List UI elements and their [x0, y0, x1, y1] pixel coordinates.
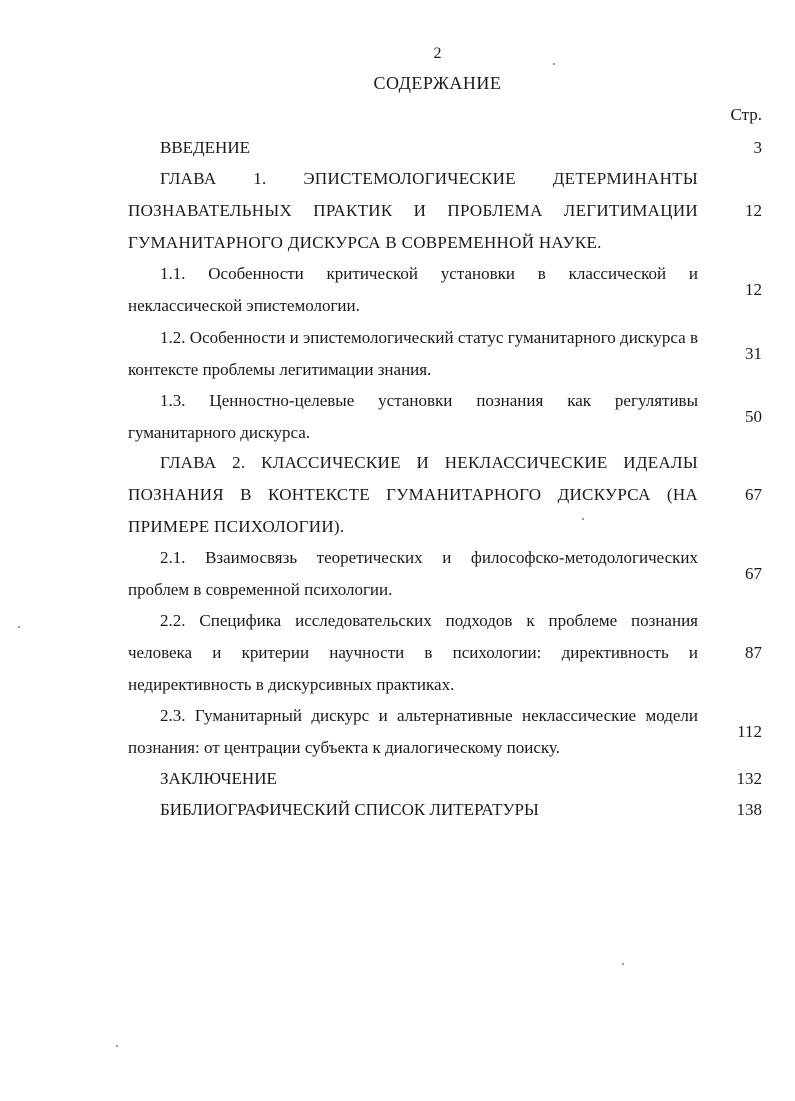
- toc-entry-section-1-3: [128, 385, 766, 449]
- toc-entry-page: 50: [745, 407, 762, 426]
- toc-entry-text: 1.2. Особенности и эпистемологический статус гуманитарного дискурса в контексте проблемы легитимации знания.: [128, 328, 698, 379]
- toc-entry-page: 67: [745, 564, 762, 583]
- toc-entry-page: 112: [737, 722, 762, 741]
- toc-entry-section-1-1: [128, 258, 766, 322]
- toc-entry-section-1-2: [128, 322, 766, 386]
- toc-entry-bibliography: [128, 794, 766, 826]
- toc-entry-page: 132: [736, 769, 762, 788]
- toc-entry-page: 67: [745, 485, 762, 504]
- toc-entry-page: 87: [745, 643, 762, 662]
- toc-entry-page: 12: [745, 201, 762, 220]
- toc-entry-page: 12: [745, 280, 762, 299]
- toc-entry-text: ЗАКЛЮЧЕНИЕ: [160, 769, 277, 788]
- scan-speck: [582, 518, 584, 520]
- toc-entry-section-2-2: [128, 605, 766, 701]
- toc-entry-text: 2.3. Гуманитарный дискурс и альтернативные неклассические модели познания: от центрации субъекта к диалогическому поиску.: [128, 706, 698, 757]
- toc-entry-introduction: [128, 132, 766, 164]
- page-title: СОДЕРЖАНИЕ: [373, 73, 502, 93]
- toc-entry-text: 2.1. Взаимосвязь теоретических и философско-методологических проблем в современной психологии.: [128, 548, 698, 599]
- scan-speck: [18, 626, 20, 628]
- toc-entry-text: ГЛАВА 1. ЭПИСТЕМОЛОГИЧЕСКИЕ ДЕТЕРМИНАНТЫ ПОЗНАВАТЕЛЬНЫХ ПРАКТИК И ПРОБЛЕМА ЛЕГИТИМАЦИИ ГУМАНИТАРНОГО ДИСКУРСА В СОВРЕМЕННОЙ НАУКЕ.: [128, 169, 698, 252]
- page-number: 2: [433, 45, 442, 62]
- toc-entry-page: 31: [745, 344, 762, 363]
- toc-entry-text: БИБЛИОГРАФИЧЕСКИЙ СПИСОК ЛИТЕРАТУРЫ: [160, 800, 539, 819]
- toc-entry-section-2-1: [128, 542, 766, 606]
- scan-speck: [553, 63, 555, 65]
- toc-entry-conclusion: [128, 763, 766, 795]
- toc-entry-page: 3: [753, 138, 762, 157]
- toc-entry-text: 1.1. Особенности критической установки в классической и неклассической эпистемологии.: [128, 264, 698, 315]
- toc-entry-text: 2.2. Специфика исследовательских подходов к проблеме познания человека и критерии научности в психологии: директивность и недирективность в дискурсивных практиках.: [128, 611, 698, 694]
- toc-entry-page: 138: [736, 800, 762, 819]
- toc-entry-text: ВВЕДЕНИЕ: [160, 138, 250, 157]
- scan-speck: [622, 963, 624, 965]
- page-column-header: Стр.: [730, 105, 762, 124]
- toc-entry-section-2-3: [128, 700, 766, 764]
- toc-entry-text: ГЛАВА 2. КЛАССИЧЕСКИЕ И НЕКЛАССИЧЕСКИЕ ИДЕАЛЫ ПОЗНАНИЯ В КОНТЕКСТЕ ГУМАНИТАРНОГО ДИСКУРСА (НА ПРИМЕРЕ ПСИХОЛОГИИ).: [128, 453, 698, 536]
- toc-entry-text: 1.3. Ценностно-целевые установки познания как регулятивы гуманитарного дискурса.: [128, 391, 698, 442]
- toc-entry-chapter-1: [128, 163, 766, 259]
- scan-speck: [116, 1045, 118, 1047]
- toc-entry-chapter-2: [128, 447, 766, 543]
